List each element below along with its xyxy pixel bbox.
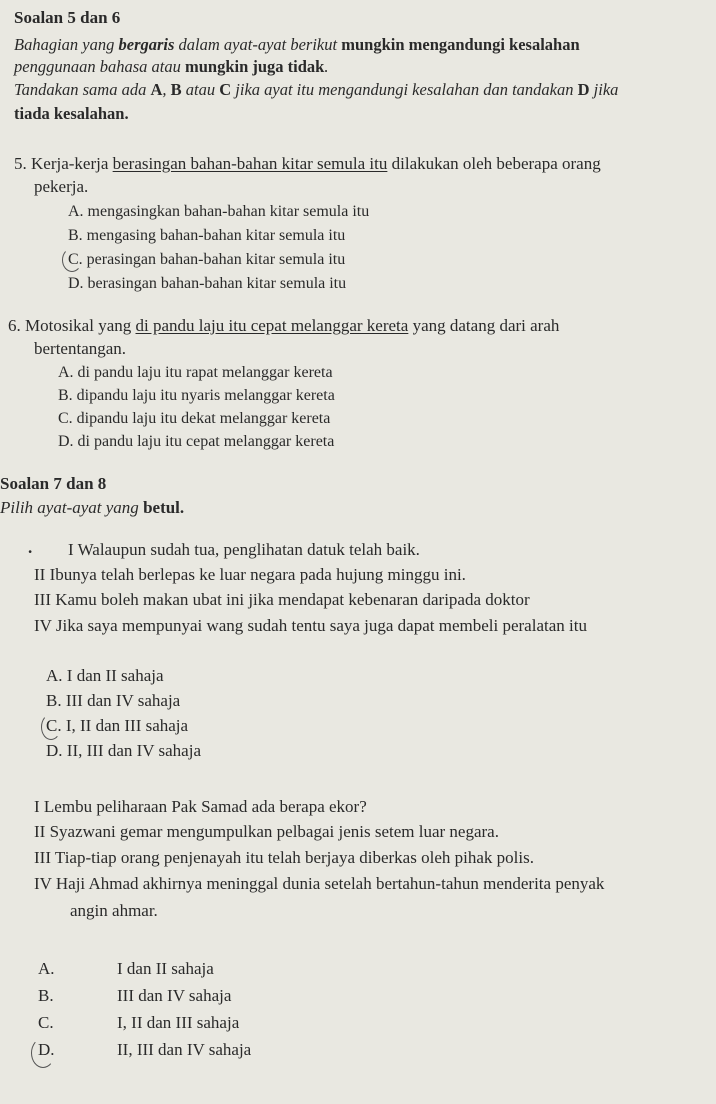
q5-option-b[interactable]: B. mengasing bahan-bahan kitar semula itu bbox=[68, 227, 346, 244]
instr-bold: mungkin juga tidak bbox=[184, 57, 325, 76]
instr-bold: A bbox=[150, 80, 163, 99]
question-text: 5. Kerja-kerja bbox=[14, 154, 113, 173]
q5-option-c[interactable]: C. perasingan bahan-bahan kitar semula itu bbox=[68, 251, 346, 268]
q8-option-b-letter[interactable]: B. bbox=[38, 986, 54, 1005]
instr-text: Bahagian yang bbox=[14, 35, 119, 54]
instr-text: . bbox=[324, 57, 329, 76]
q7-statement-2: II Ibunya telah berlepas ke luar negara pada hujung minggu ini. bbox=[34, 565, 466, 584]
answer-mark-circle bbox=[41, 714, 61, 740]
q8-option-d-letter[interactable]: D. bbox=[38, 1040, 55, 1059]
question-text: yang datang dari arah bbox=[408, 316, 560, 335]
instr-bold: bergaris bbox=[118, 35, 175, 54]
q6-option-a[interactable]: A. di pandu laju itu rapat melanggar kereta bbox=[58, 364, 333, 381]
question-text: dilakukan oleh beberapa orang bbox=[387, 154, 601, 173]
instruction-line-4: tiada kesalahan. bbox=[14, 104, 129, 123]
question-text: 6. Motosikal yang bbox=[8, 316, 136, 335]
instr-text: dalam ayat-ayat berikut bbox=[174, 35, 342, 54]
instr-text: atau bbox=[181, 80, 220, 99]
q6-option-b[interactable]: B. dipandu laju itu nyaris melanggar kereta bbox=[58, 387, 335, 404]
question-6 bbox=[8, 316, 559, 336]
q8-option-b-text[interactable]: III dan IV sahaja bbox=[117, 986, 232, 1005]
underlined-phrase: di pandu laju itu cepat melanggar kereta bbox=[135, 316, 409, 335]
q7-option-b[interactable]: B. III dan IV sahaja bbox=[46, 691, 181, 710]
underlined-phrase: berasingan bahan-bahan kitar semula itu bbox=[112, 154, 388, 173]
instr-bold: betul. bbox=[143, 498, 185, 517]
answer-mark-circle bbox=[31, 1038, 55, 1068]
q6-option-c[interactable]: C. dipandu laju itu dekat melanggar kereta bbox=[58, 410, 331, 427]
q8-option-d-text[interactable]: II, III dan IV sahaja bbox=[117, 1040, 252, 1059]
q7-statement-1: I Walaupun sudah tua, penglihatan datuk telah baik. bbox=[68, 540, 420, 559]
q8-statement-3: III Tiap-tiap orang penjenayah itu telah berjaya diberkas oleh pihak polis. bbox=[34, 848, 534, 867]
q8-option-c-text[interactable]: I, II dan III sahaja bbox=[117, 1013, 240, 1032]
instr-bold: mungkin mengandungi kesalahan bbox=[341, 35, 580, 54]
q6-option-d[interactable]: D. di pandu laju itu cepat melanggar kereta bbox=[58, 433, 335, 450]
q8-statement-1: I Lembu peliharaan Pak Samad ada berapa ekor? bbox=[34, 797, 367, 816]
instruction-line-3 bbox=[14, 80, 618, 100]
q7-statement-4: IV Jika saya mempunyai wang sudah tentu saya juga dapat membeli peralatan itu bbox=[34, 616, 587, 635]
instr-text: jika bbox=[589, 80, 619, 99]
q7-option-a[interactable]: A. I dan II sahaja bbox=[46, 666, 164, 685]
q5-option-d[interactable]: D. berasingan bahan-bahan kitar semula itu bbox=[68, 275, 347, 292]
q8-option-c-letter[interactable]: C. bbox=[38, 1013, 54, 1032]
section-2-instruction bbox=[0, 498, 184, 518]
instr-bold: B bbox=[170, 80, 182, 99]
q8-statement-4-cont: angin ahmar. bbox=[70, 901, 158, 920]
section-heading-7-8: Soalan 7 dan 8 bbox=[0, 474, 107, 493]
q8-statement-4: IV Haji Ahmad akhirnya meninggal dunia setelah bertahun-tahun menderita penyak bbox=[34, 874, 605, 893]
question-5-line-2: pekerja. bbox=[34, 177, 89, 196]
instr-text: penggunaan bahasa atau bbox=[14, 57, 185, 76]
instr-text: , bbox=[162, 80, 171, 99]
q7-statement-3: III Kamu boleh makan ubat ini jika mendapat kebenaran daripada doktor bbox=[34, 590, 530, 609]
question-5 bbox=[14, 154, 601, 174]
instr-bold: D bbox=[577, 80, 590, 99]
q7-option-d[interactable]: D. II, III dan IV sahaja bbox=[46, 741, 201, 760]
q5-option-a[interactable]: A. mengasingkan bahan-bahan kitar semula itu bbox=[68, 203, 370, 220]
instr-text: Tandakan sama ada bbox=[14, 80, 151, 99]
q8-option-a-text[interactable]: I dan II sahaja bbox=[117, 959, 214, 978]
instruction-line-2 bbox=[14, 57, 328, 77]
section-heading-5-6: Soalan 5 dan 6 bbox=[14, 8, 121, 27]
instruction-line-1 bbox=[14, 35, 580, 55]
instr-bold: C bbox=[219, 80, 232, 99]
answer-mark-circle bbox=[62, 248, 82, 272]
instr-text: jika ayat itu mengandungi kesalahan dan tandakan bbox=[231, 80, 578, 99]
question-6-line-2: bertentangan. bbox=[34, 339, 127, 358]
q8-option-a-letter[interactable]: A. bbox=[38, 959, 55, 978]
q7-option-c[interactable]: C. I, II dan III sahaja bbox=[46, 716, 189, 735]
question-7-number: . bbox=[28, 538, 33, 557]
instr-text: Pilih ayat-ayat yang bbox=[0, 498, 144, 517]
q8-statement-2: II Syazwani gemar mengumpulkan pelbagai jenis setem luar negara. bbox=[34, 822, 499, 841]
